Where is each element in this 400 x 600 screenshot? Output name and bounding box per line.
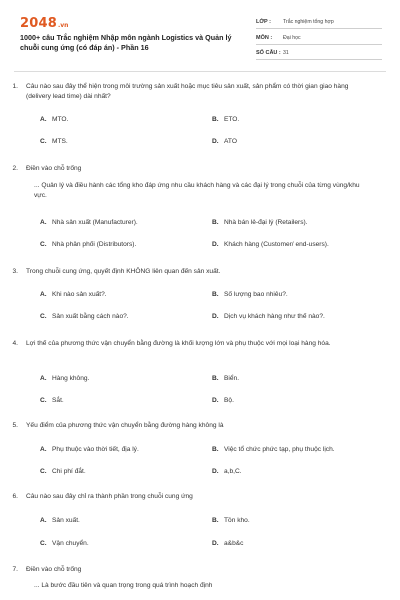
question-subtext: ... Quản lý và điều hành các tổng kho đáp ứng nhu cầu khách hàng và các đại lý trong chuỗi của từng vùng/khu vực. bbox=[34, 182, 360, 199]
option-text: Biển. bbox=[224, 375, 240, 382]
question-6 bbox=[0, 492, 400, 547]
header-divider bbox=[14, 71, 386, 72]
option-text: Số lượng bao nhiêu?. bbox=[224, 291, 288, 298]
option-letter: A. bbox=[40, 517, 47, 524]
question-text: Câu nào sau đây thể hiện trong môi trường sản xuất hoặc mục tiêu sản xuất, sản phẩm có thời gian giao hàng (delivery lead time) dài nhất? bbox=[26, 83, 349, 100]
question-text: Điền vào chỗ trống bbox=[26, 165, 82, 172]
option-text: Sản xuất. bbox=[52, 517, 80, 524]
option-a[interactable] bbox=[40, 218, 138, 228]
option-b[interactable] bbox=[212, 445, 335, 455]
option-letter: D. bbox=[212, 138, 219, 145]
site-logo[interactable] bbox=[20, 16, 68, 31]
option-letter: B. bbox=[212, 446, 219, 453]
option-letter: A. bbox=[40, 219, 47, 226]
option-a[interactable] bbox=[40, 290, 107, 300]
option-d[interactable] bbox=[212, 312, 325, 322]
meta-value: Trắc nghiệm tổng hợp bbox=[283, 19, 334, 25]
option-a[interactable] bbox=[40, 516, 80, 526]
question-text: Trong chuỗi cung ứng, quyết định KHÔNG liên quan đến sản xuất. bbox=[26, 268, 221, 275]
question-text: Câu nào sau đây chỉ ra thành phần trong chuỗi cung ứng bbox=[26, 493, 193, 500]
meta-label: SỐ CÂU : bbox=[256, 50, 281, 56]
question-1 bbox=[0, 82, 400, 145]
document-title: 1000+ câu Trắc nghiệm Nhập môn ngành Logistics và Quản lý chuỗi cung ứng (có đáp án) - Phần 16 bbox=[20, 33, 232, 52]
option-letter: D. bbox=[212, 397, 219, 404]
option-letter: D. bbox=[212, 241, 219, 248]
option-c[interactable] bbox=[40, 137, 68, 147]
option-b[interactable] bbox=[212, 290, 288, 300]
question-subtext: ... Là bước đầu tiên và quan trọng trong quá trình hoạch định bbox=[34, 582, 213, 589]
option-text: Khi nào sản xuất?. bbox=[52, 291, 107, 298]
question-text: Yếu điểm của phương thức vận chuyển bằng đường hàng không là bbox=[26, 422, 224, 429]
option-text: Việc tổ chức phức tạp, phụ thuộc lịch. bbox=[224, 446, 335, 453]
option-a[interactable] bbox=[40, 445, 139, 455]
option-b[interactable] bbox=[212, 516, 250, 526]
logo-text: 2048 bbox=[20, 16, 57, 31]
option-letter: C. bbox=[40, 540, 47, 547]
meta-label: MÔN : bbox=[256, 34, 273, 41]
option-letter: D. bbox=[212, 468, 219, 475]
meta-value: Đại học bbox=[283, 34, 301, 41]
question-3 bbox=[0, 267, 400, 320]
option-text: Khách hàng (Customer/ end-users). bbox=[224, 241, 329, 248]
document-meta bbox=[256, 16, 382, 63]
option-letter: B. bbox=[212, 517, 219, 524]
page-header bbox=[0, 0, 400, 64]
option-text: Sắt. bbox=[52, 397, 64, 404]
option-letter: D. bbox=[212, 540, 219, 547]
meta-row-count bbox=[256, 47, 382, 60]
option-a[interactable] bbox=[40, 115, 68, 125]
option-d[interactable] bbox=[212, 240, 329, 250]
option-d[interactable] bbox=[212, 137, 237, 147]
option-letter: C. bbox=[40, 468, 47, 475]
option-text: Nhà phân phối (Distributors). bbox=[52, 241, 137, 248]
option-b[interactable] bbox=[212, 115, 239, 125]
option-d[interactable] bbox=[212, 467, 242, 477]
question-number: 7. bbox=[12, 566, 18, 573]
option-letter: C. bbox=[40, 397, 47, 404]
option-text: Nhà sản xuất (Manufacturer). bbox=[52, 219, 138, 226]
option-letter: A. bbox=[40, 446, 47, 453]
question-number: 6. bbox=[12, 493, 18, 500]
question-2 bbox=[0, 164, 400, 248]
question-number: 5. bbox=[12, 422, 18, 429]
option-c[interactable] bbox=[40, 396, 64, 406]
option-text: Bộ. bbox=[224, 397, 234, 404]
option-letter: A. bbox=[40, 291, 47, 298]
option-letter: C. bbox=[40, 313, 47, 320]
question-4 bbox=[0, 339, 400, 404]
option-c[interactable] bbox=[40, 240, 136, 250]
option-text: Tồn kho. bbox=[224, 517, 250, 524]
option-text: Sản xuất bằng cách nào?. bbox=[52, 313, 129, 320]
option-text: MTS. bbox=[52, 138, 68, 145]
option-letter: B. bbox=[212, 291, 219, 298]
option-letter: B. bbox=[212, 116, 219, 123]
option-text: Chi phí đắt. bbox=[52, 468, 86, 475]
question-text: Điền vào chỗ trống bbox=[26, 566, 82, 573]
option-text: ETO. bbox=[224, 116, 240, 123]
question-text: Lợi thế của phương thức vận chuyển bằng đường là khối lượng lớn và phụ thuộc với mọi loại hàng hóa. bbox=[26, 340, 331, 347]
option-text: Vận chuyển. bbox=[52, 540, 89, 547]
option-letter: C. bbox=[40, 138, 47, 145]
logo-domain: .vn bbox=[57, 22, 69, 29]
option-letter: A. bbox=[40, 375, 47, 382]
option-d[interactable] bbox=[212, 396, 234, 406]
question-number: 3. bbox=[12, 268, 18, 275]
option-text: ATO bbox=[224, 138, 237, 145]
meta-row-class bbox=[256, 16, 382, 29]
question-number: 4. bbox=[12, 340, 18, 347]
option-letter: D. bbox=[212, 313, 219, 320]
question-number: 2. bbox=[12, 165, 18, 172]
question-5 bbox=[0, 421, 400, 475]
option-text: Hàng không. bbox=[52, 375, 90, 382]
option-c[interactable] bbox=[40, 467, 86, 477]
option-d[interactable] bbox=[212, 539, 243, 549]
option-c[interactable] bbox=[40, 312, 129, 322]
option-letter: C. bbox=[40, 241, 47, 248]
option-letter: B. bbox=[212, 219, 219, 226]
meta-label: LỚP : bbox=[256, 19, 271, 25]
option-c[interactable] bbox=[40, 539, 89, 549]
option-letter: B. bbox=[212, 375, 219, 382]
option-text: Nhà bán lẻ-đại lý (Retailers). bbox=[224, 219, 308, 226]
option-text: MTO. bbox=[52, 116, 69, 123]
option-text: Dịch vụ khách hàng như thế nào?. bbox=[224, 313, 325, 320]
question-number: 1. bbox=[12, 83, 18, 90]
option-a[interactable] bbox=[40, 374, 89, 384]
option-text: Phụ thuộc vào thời tiết, địa lý. bbox=[52, 446, 139, 453]
option-text: a&b&c bbox=[224, 540, 244, 547]
option-b[interactable] bbox=[212, 374, 239, 384]
option-letter: A. bbox=[40, 116, 47, 123]
option-text: a,b,C. bbox=[224, 468, 242, 475]
meta-row-subject bbox=[256, 32, 382, 45]
question-7 bbox=[0, 565, 400, 591]
option-b[interactable] bbox=[212, 218, 308, 228]
meta-value: 31 bbox=[283, 50, 289, 56]
